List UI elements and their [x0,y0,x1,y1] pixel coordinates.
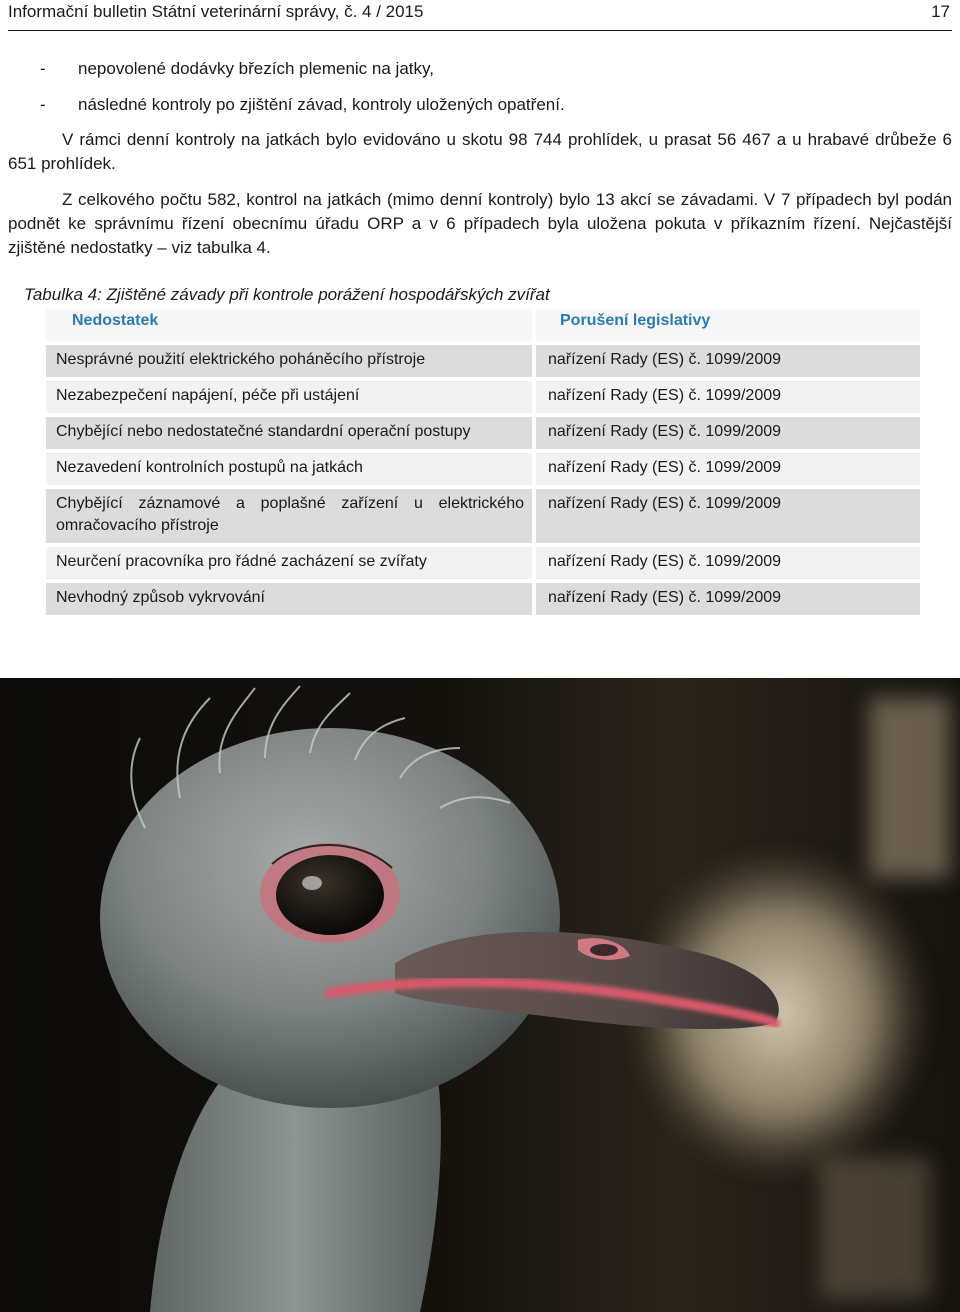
bullet-text: nepovolené dodávky březích plemenic na jatky, [78,59,434,78]
legislation-cell: nařízení Rady (ES) č. 1099/2009 [536,345,920,377]
legislation-cell: nařízení Rady (ES) č. 1099/2009 [536,453,920,485]
page-header [8,0,952,31]
legislation-cell: nařízení Rady (ES) č. 1099/2009 [536,583,920,615]
table-row [46,453,920,485]
legislation-cell: nařízení Rady (ES) č. 1099/2009 [536,417,920,449]
legislation-cell: nařízení Rady (ES) č. 1099/2009 [536,489,920,543]
fault-cell: Nevhodný způsob vykrvování [46,583,532,615]
table-row [46,583,920,615]
legislation-cell: nařízení Rady (ES) č. 1099/2009 [536,381,920,413]
list-item [40,56,565,92]
fault-cell: Nezavedení kontrolních postupů na jatkách [46,453,532,485]
table-row [46,489,920,543]
bullet-marker: - [40,95,46,114]
bulletin-title: Informační bulletin Státní veterinární správy, č. 4 / 2015 [8,2,424,21]
bullet-list [40,56,565,128]
ostrich-photo [0,678,960,1312]
fault-cell: Nesprávné použití elektrického poháněcího přístroje [46,345,532,377]
table-body [46,345,920,615]
table-caption: Tabulka 4: Zjištěné závady při kontrole porážení hospodářských zvířat [24,285,550,304]
paragraph-inspections [8,128,952,176]
list-item [40,92,565,128]
table-row [46,345,920,377]
table-row [46,547,920,579]
table-row [46,381,920,413]
fault-cell: Chybějící záznamové a poplašné zařízení u elektrického omračovacího přístroje [46,489,532,543]
paragraph-controls [8,188,952,260]
ostrich-head-illustration [0,678,960,1312]
column-header-fault: Nedostatek [46,309,532,341]
bullet-text: následné kontroly po zjištění závad, kontroly uložených opatření. [78,95,565,114]
fault-cell: Chybějící nebo nedostatečné standardní operační postupy [46,417,532,449]
paragraph-text: V rámci denní kontroly na jatkách bylo evidováno u skotu 98 744 prohlídek, u prasat 56 467 a u hrabavé drůbeže 6 651 prohlídek. [8,130,952,173]
page-number: 17 [931,2,950,21]
table-row [46,417,920,449]
legislation-cell: nařízení Rady (ES) č. 1099/2009 [536,547,920,579]
fault-cell: Neurčení pracovníka pro řádné zacházení se zvířaty [46,547,532,579]
column-header-legislation: Porušení legislativy [536,309,920,341]
paragraph-text: Z celkového počtu 582, kontrol na jatkách (mimo denní kontroly) bylo 13 akcí se závadami. V 7 případech byl podán podnět ke správnímu řízení obecnímu úřadu ORP a v 6 případech byla uložena pokuta v příkazním řízení. Nejčastější zjištěné nedostatky – viz tabulka 4. [8,190,952,257]
fault-cell: Nezabezpečení napájení, péče při ustájení [46,381,532,413]
faults-table [42,305,924,619]
table-header-row [46,309,920,341]
bullet-marker: - [40,59,46,78]
